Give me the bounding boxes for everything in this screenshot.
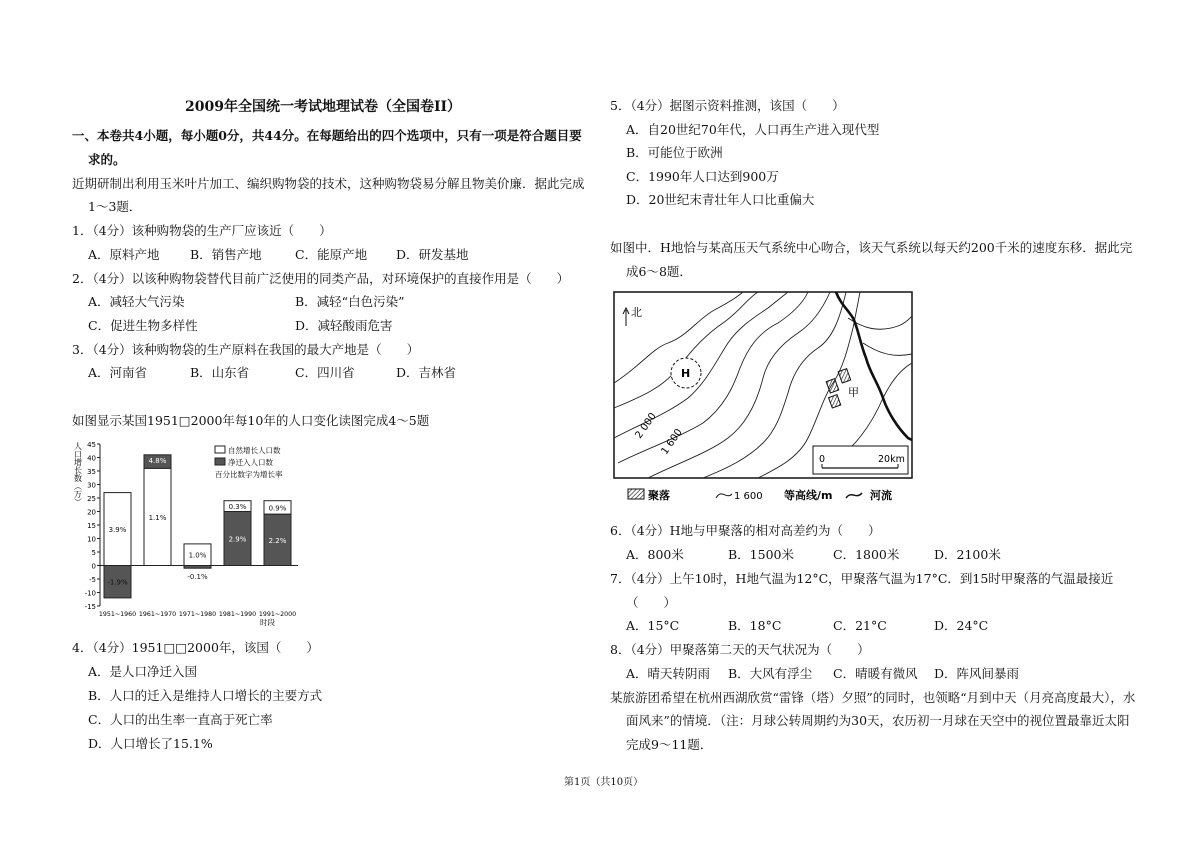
passage-4-line3: 完成9～11题． (626, 737, 713, 752)
q3-option-c[interactable]: C．四川省 (295, 365, 355, 380)
question-7-stem-cont: （ ） (626, 595, 677, 610)
legend-contour: 等高线/m (784, 489, 833, 502)
question-3-stem: 3．（4分）该种购物袋的生产原料在我国的最大产地是（ ） (72, 342, 420, 357)
question-8-stem: 8．（4分）甲聚落第二天的天气状况为（ ） (610, 642, 870, 657)
q2-option-c[interactable]: C．促进生物多样性 (88, 318, 198, 333)
q7-option-d[interactable]: D．24°C (934, 618, 989, 633)
q6-option-b[interactable]: B．1500米 (728, 547, 794, 562)
q4-option-d[interactable]: D．人口增长了15.1% (88, 736, 213, 751)
y-tick-label: 25 (87, 495, 96, 503)
chart-xlabel: 时段 (260, 618, 275, 626)
y-tick-label: 30 (87, 481, 96, 490)
y-tick-label: -15 (84, 603, 96, 611)
bar-net-migration (184, 566, 211, 569)
y-tick-label: 5 (91, 549, 96, 557)
bar-rate-label: -1.9% (107, 578, 128, 587)
y-tick-label: 15 (87, 522, 96, 530)
bar-rate-label: 1.1% (148, 513, 167, 522)
y-tick-label: 45 (87, 441, 96, 449)
legend-settlement: 聚落 (648, 489, 670, 502)
chart-ylabel: 人口增长数（万） (73, 442, 83, 506)
scale-zero: 0 (819, 454, 826, 465)
q8-option-a[interactable]: A．晴天转阴雨 (626, 666, 711, 681)
q4-option-c[interactable]: C．人口的出生率一直高于死亡率 (88, 712, 273, 727)
bar-rate-label: 0.3% (228, 503, 247, 512)
chart-legend (215, 445, 283, 479)
passage-3-line2: 成6～8题． (626, 264, 692, 279)
legend-note: 百分比数字为增长率 (215, 470, 283, 479)
q5-option-c[interactable]: C．1990年人口达到900万 (626, 169, 779, 184)
contour-2000-label: 2 000 (633, 411, 659, 441)
question-5-stem: 5．（4分）据图示资料推测，该国（ ） (610, 98, 845, 113)
population-chart (70, 436, 305, 626)
q1-option-a[interactable]: A．原料产地 (88, 247, 160, 262)
bar-rate-label: 2.9% (228, 535, 247, 544)
legend-river: 河流 (870, 489, 892, 502)
y-tick-label: 20 (87, 508, 96, 517)
q8-option-c[interactable]: C．晴暖有微风 (833, 666, 918, 681)
q8-option-b[interactable]: B．大风有浮尘 (728, 666, 813, 681)
y-tick-label: 35 (87, 468, 96, 476)
q5-option-b[interactable]: B．可能位于欧洲 (626, 145, 723, 160)
passage-1-line2: 1～3题． (88, 199, 142, 214)
north-label: 北 (631, 306, 642, 319)
q3-option-b[interactable]: B．山东省 (190, 365, 250, 380)
question-4-stem: 4．（4分）1951□□2000年，该国（ ） (72, 640, 319, 655)
passage-4-line2: 面风来”的情境．（注：月球公转周期约为30天，农历初一月球在天空中的视位置最靠近太阳 (626, 713, 1130, 728)
q1-option-c[interactable]: C．能原产地 (295, 247, 368, 262)
passage-4-line1: 某旅游团希望在杭州西湖欣赏“雷锋（塔）夕照”的同时，也领略“月到中天（月亮高度最大），水 (610, 690, 1136, 705)
q3-option-d[interactable]: D．吉林省 (396, 365, 457, 380)
h-label: H (681, 367, 691, 380)
q4-option-b[interactable]: B．人口的迁入是维持人口增长的主要方式 (88, 688, 323, 703)
bar-rate-label: -0.1% (187, 573, 208, 582)
question-7-stem: 7．（4分）上午10时，H地气温为12°C，甲聚落气温为17°C．到15时甲聚落的气温最接近 (610, 571, 1114, 586)
y-tick-label: 40 (87, 454, 96, 463)
q2-option-a[interactable]: A．减轻大气污染 (88, 294, 185, 309)
q8-option-d[interactable]: D．阵风间暴雨 (934, 666, 1020, 681)
x-category-label: 1981~1990 (218, 611, 257, 618)
section-heading-line1: 一、本卷共4小题，每小题0分，共44分。在每题给出的四个选项中，只有一项是符合题目要 (72, 128, 582, 143)
topographic-map (608, 288, 918, 510)
y-tick-label: -5 (89, 576, 96, 584)
contour-1600-label: 1 600 (659, 427, 685, 457)
legend-natural: 自然增长人口数 (228, 446, 281, 455)
q7-option-a[interactable]: A．15°C (626, 618, 680, 633)
section-heading-line2: 求的。 (88, 152, 126, 167)
q6-option-c[interactable]: C．1800米 (833, 547, 900, 562)
q5-option-d[interactable]: D．20世纪末青壮年人口比重偏大 (626, 192, 815, 207)
page-title: 2009年全国统一考试地理试卷（全国卷II） (185, 99, 462, 115)
question-1-stem: 1．（4分）该种购物袋的生产厂应该近（ ） (72, 223, 332, 238)
question-2-stem: 2．（4分）以该种购物袋替代目前广泛使用的同类产品，对环境保护的直接作用是（ ） (72, 271, 570, 286)
bar-rate-label: 1.0% (188, 551, 207, 560)
y-tick-label: 0 (91, 562, 96, 571)
q5-option-a[interactable]: A．自20世纪70年代，人口再生产进入现代型 (626, 122, 880, 137)
q6-option-d[interactable]: D．2100米 (934, 547, 1001, 562)
page-footer: 第1页（共10页） (564, 777, 644, 788)
passage-2: 如图显示某国1951□2000年每10年的人口变化读图完成4～5题 (72, 413, 430, 428)
bar-rate-label: 0.9% (268, 504, 287, 513)
passage-3-line1: 如图中．H地恰与某高压天气系统中心吻合，该天气系统以每天约200千米的速度东移．据此完 (610, 240, 1133, 255)
y-tick-label: 10 (87, 535, 96, 544)
q2-option-b[interactable]: B．减轻“白色污染” (295, 294, 405, 309)
legend-contour-value: 1 600 (734, 491, 763, 502)
q4-option-a[interactable]: A．是人口净迁入国 (88, 664, 198, 679)
legend-migration: 净迁入人口数 (228, 458, 273, 467)
x-category-label: 1961~1970 (138, 611, 177, 618)
q2-option-d[interactable]: D．减轻酸雨危害 (295, 318, 393, 333)
x-category-label: 1991~2000 (258, 611, 297, 618)
map-legend (628, 488, 892, 502)
bar-rate-label: 4.8% (148, 457, 167, 466)
q7-option-b[interactable]: B．18°C (728, 618, 782, 633)
scale-20km: 20km (878, 454, 905, 465)
x-category-label: 1951~1960 (98, 611, 137, 618)
bar-rate-label: 3.9% (108, 526, 127, 535)
passage-1-line1: 近期研制出利用玉米叶片加工、编织购物袋的技术，这种购物袋易分解且物美价廉．据此完成 (72, 176, 585, 191)
jia-label: 甲 (848, 386, 859, 399)
q6-option-a[interactable]: A．800米 (626, 547, 684, 562)
x-category-label: 1971~1980 (178, 611, 217, 618)
q7-option-c[interactable]: C．21°C (833, 618, 887, 633)
q1-option-d[interactable]: D．研发基地 (396, 247, 469, 262)
question-6-stem: 6．（4分）H地与甲聚落的相对高差约为（ ） (610, 523, 881, 538)
y-tick-label: -10 (84, 589, 96, 598)
q3-option-a[interactable]: A．河南省 (88, 365, 148, 380)
bar-rate-label: 2.2% (268, 536, 287, 545)
q1-option-b[interactable]: B．销售产地 (190, 247, 262, 262)
